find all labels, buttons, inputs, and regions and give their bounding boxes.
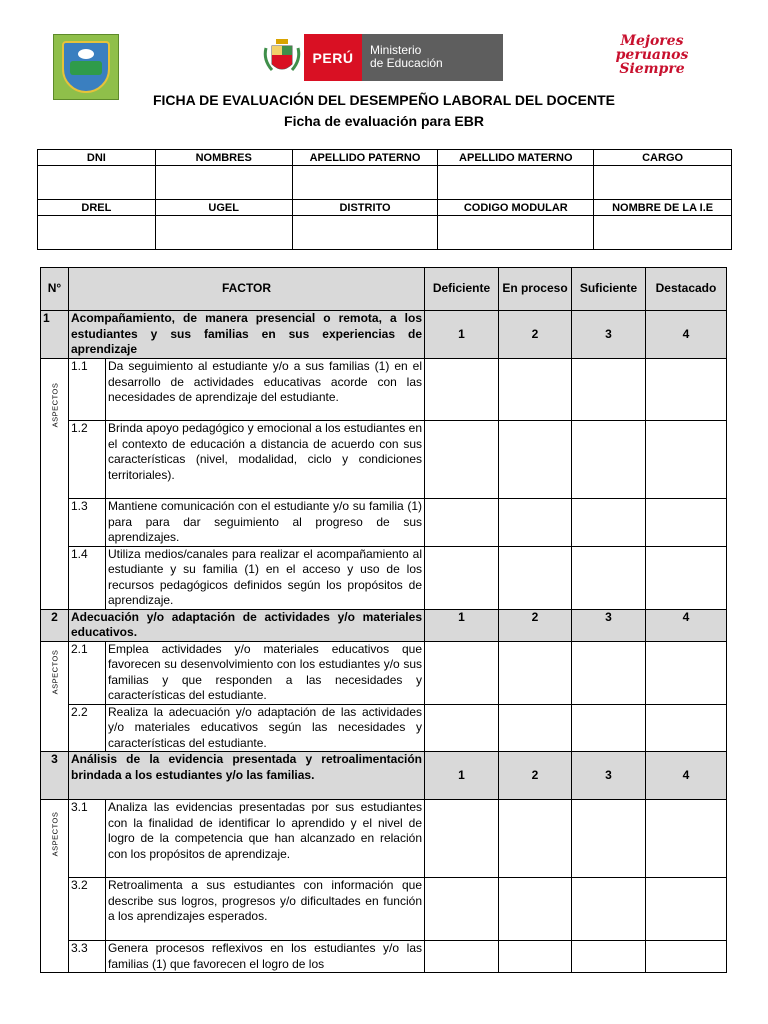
rating-cell[interactable] xyxy=(499,878,572,941)
rating-cell[interactable] xyxy=(572,704,646,752)
rating-cell[interactable] xyxy=(646,704,727,752)
aspect-number: 3.1 xyxy=(69,800,106,878)
aspect-number: 1.2 xyxy=(69,421,106,499)
aspect-description: Da seguimiento al estudiante y/o a sus familias (1) en el desarrollo de actividades educativas acorde con las necesidades de aprendizaje del estudiante. xyxy=(106,359,425,421)
rating-cell[interactable] xyxy=(572,546,646,609)
codigo-modular-field[interactable] xyxy=(438,216,594,250)
score-destacado: 4 xyxy=(646,609,727,641)
rating-cell[interactable] xyxy=(572,878,646,941)
rating-cell[interactable] xyxy=(499,800,572,878)
drel-field[interactable] xyxy=(38,216,156,250)
header-suficiente: Suficiente xyxy=(572,268,646,311)
rating-cell[interactable] xyxy=(425,800,499,878)
rating-cell[interactable] xyxy=(499,359,572,421)
col-nombre-ie: NOMBRE DE LA I.E xyxy=(594,200,732,216)
rating-cell[interactable] xyxy=(425,421,499,499)
rating-cell[interactable] xyxy=(646,641,727,704)
aspect-description: Utiliza medios/canales para realizar el acompañamiento al estudiante y su familia (1) en el acceso y uso de los recursos pedagógicos definidos según los propósitos de aprendizaje. xyxy=(106,546,425,609)
apellido-materno-field[interactable] xyxy=(438,166,594,200)
aspect-description: Retroalimenta a sus estudiantes con información que describe sus logros, progresos y/o dificultades en función a los aprendizajes esperados. xyxy=(106,878,425,941)
col-dni: DNI xyxy=(38,150,156,166)
aspect-description: Genera procesos reflexivos en los estudiantes y/o las familias (1) que favorecen el logro de los xyxy=(106,941,425,973)
score-suficiente: 3 xyxy=(572,311,646,359)
aspect-number: 3.2 xyxy=(69,878,106,941)
score-en-proceso: 2 xyxy=(499,752,572,800)
rating-cell[interactable] xyxy=(425,546,499,609)
rating-cell[interactable] xyxy=(646,878,727,941)
rating-cell[interactable] xyxy=(499,546,572,609)
rating-cell[interactable] xyxy=(499,499,572,547)
score-suficiente: 3 xyxy=(572,609,646,641)
regional-emblem-logo xyxy=(53,34,119,100)
rating-cell[interactable] xyxy=(425,941,499,973)
header-destacado: Destacado xyxy=(646,268,727,311)
rating-cell[interactable] xyxy=(646,499,727,547)
teacher-info-table xyxy=(37,149,732,250)
rating-cell[interactable] xyxy=(572,421,646,499)
factor-description: Análisis de la evidencia presentada y retroalimentación brindada a los estudiantes y/o las familias. xyxy=(69,752,425,800)
evaluation-table xyxy=(40,267,727,973)
document-subtitle: Ficha de evaluación para EBR xyxy=(284,113,484,129)
factor-description: Acompañamiento, de manera presencial o remota, a los estudiantes y sus familias en sus experiencias de aprendizaje xyxy=(69,311,425,359)
score-deficiente: 1 xyxy=(425,311,499,359)
rating-cell[interactable] xyxy=(646,421,727,499)
rating-cell[interactable] xyxy=(572,941,646,973)
rating-cell[interactable] xyxy=(499,421,572,499)
aspect-description: Emplea actividades y/o materiales educativos que favorecen su desenvolvimiento con los estudiantes y/o sus familias y que responden a las necesidades y características del estudiante. xyxy=(106,641,425,704)
factor-number: 1 xyxy=(41,311,69,359)
col-cargo: CARGO xyxy=(594,150,732,166)
col-nombres: NOMBRES xyxy=(155,150,292,166)
col-ugel: UGEL xyxy=(155,200,292,216)
rating-cell[interactable] xyxy=(499,941,572,973)
aspect-number: 1.3 xyxy=(69,499,106,547)
score-en-proceso: 2 xyxy=(499,311,572,359)
aspect-description: Analiza las evidencias presentadas por sus estudiantes con la finalidad de identificar lo aprendido y el nivel de logro de la competencia que han alcanzado en relación con los propósitos de aprendizaje. xyxy=(106,800,425,878)
peru-label: PERÚ xyxy=(304,34,362,81)
rating-cell[interactable] xyxy=(499,704,572,752)
minedu-logo xyxy=(260,34,503,81)
slogan-logo: Mejores peruanos Siempre xyxy=(615,33,689,77)
aspect-description: Brinda apoyo pedagógico y emocional a los estudiantes en el contexto de educación a distancia de acuerdo con sus características (nivel, modalidad, ciclo y condiciones territoriales). xyxy=(106,421,425,499)
score-suficiente: 3 xyxy=(572,752,646,800)
score-destacado: 4 xyxy=(646,752,727,800)
score-deficiente: 1 xyxy=(425,609,499,641)
aspect-description: Realiza la adecuación y/o adaptación de las actividades y/o materiales educativos según las necesidades y características del estudiante. xyxy=(106,704,425,752)
dni-field[interactable] xyxy=(38,166,156,200)
col-codigo-modular: CODIGO MODULAR xyxy=(438,200,594,216)
rating-cell[interactable] xyxy=(572,641,646,704)
rating-cell[interactable] xyxy=(425,704,499,752)
rating-cell[interactable] xyxy=(646,546,727,609)
rating-cell[interactable] xyxy=(425,641,499,704)
rating-cell[interactable] xyxy=(425,359,499,421)
rating-cell[interactable] xyxy=(425,499,499,547)
header-deficiente: Deficiente xyxy=(425,268,499,311)
col-apellido-paterno: APELLIDO PATERNO xyxy=(292,150,438,166)
rating-cell[interactable] xyxy=(646,359,727,421)
factor-number: 2 xyxy=(41,609,69,641)
aspect-number: 2.2 xyxy=(69,704,106,752)
apellido-paterno-field[interactable] xyxy=(292,166,438,200)
rating-cell[interactable] xyxy=(646,941,727,973)
cargo-field[interactable] xyxy=(594,166,732,200)
ugel-field[interactable] xyxy=(155,216,292,250)
nombre-ie-field[interactable] xyxy=(594,216,732,250)
score-en-proceso: 2 xyxy=(499,609,572,641)
header-num: N° xyxy=(41,268,69,311)
rating-cell[interactable] xyxy=(572,499,646,547)
col-apellido-materno: APELLIDO MATERNO xyxy=(438,150,594,166)
rating-cell[interactable] xyxy=(425,878,499,941)
distrito-field[interactable] xyxy=(292,216,438,250)
aspect-number: 1.4 xyxy=(69,546,106,609)
aspects-label: ASPECTOS xyxy=(41,800,69,973)
nombres-field[interactable] xyxy=(155,166,292,200)
aspects-label: ASPECTOS xyxy=(41,641,69,752)
aspects-label: ASPECTOS xyxy=(41,359,69,610)
header-en-proceso: En proceso xyxy=(499,268,572,311)
rating-cell[interactable] xyxy=(572,359,646,421)
col-distrito: DISTRITO xyxy=(292,200,438,216)
aspect-description: Mantiene comunicación con el estudiante y/o su familia (1) para para dar seguimiento al progreso de sus aprendizajes. xyxy=(106,499,425,547)
col-drel: DREL xyxy=(38,200,156,216)
national-crest-icon xyxy=(260,34,304,81)
document-title: FICHA DE EVALUACIÓN DEL DESEMPEÑO LABORAL DEL DOCENTE xyxy=(152,92,616,108)
rating-cell[interactable] xyxy=(499,641,572,704)
aspect-number: 2.1 xyxy=(69,641,106,704)
rating-cell[interactable] xyxy=(572,800,646,878)
aspect-number: 3.3 xyxy=(69,941,106,973)
factor-number: 3 xyxy=(41,752,69,800)
score-deficiente: 1 xyxy=(425,752,499,800)
header-factor: FACTOR xyxy=(69,268,425,311)
score-destacado: 4 xyxy=(646,311,727,359)
factor-description: Adecuación y/o adaptación de actividades y/o materiales educativos. xyxy=(69,609,425,641)
aspect-number: 1.1 xyxy=(69,359,106,421)
ministry-label: Ministerio de Educación xyxy=(362,34,503,81)
rating-cell[interactable] xyxy=(646,800,727,878)
